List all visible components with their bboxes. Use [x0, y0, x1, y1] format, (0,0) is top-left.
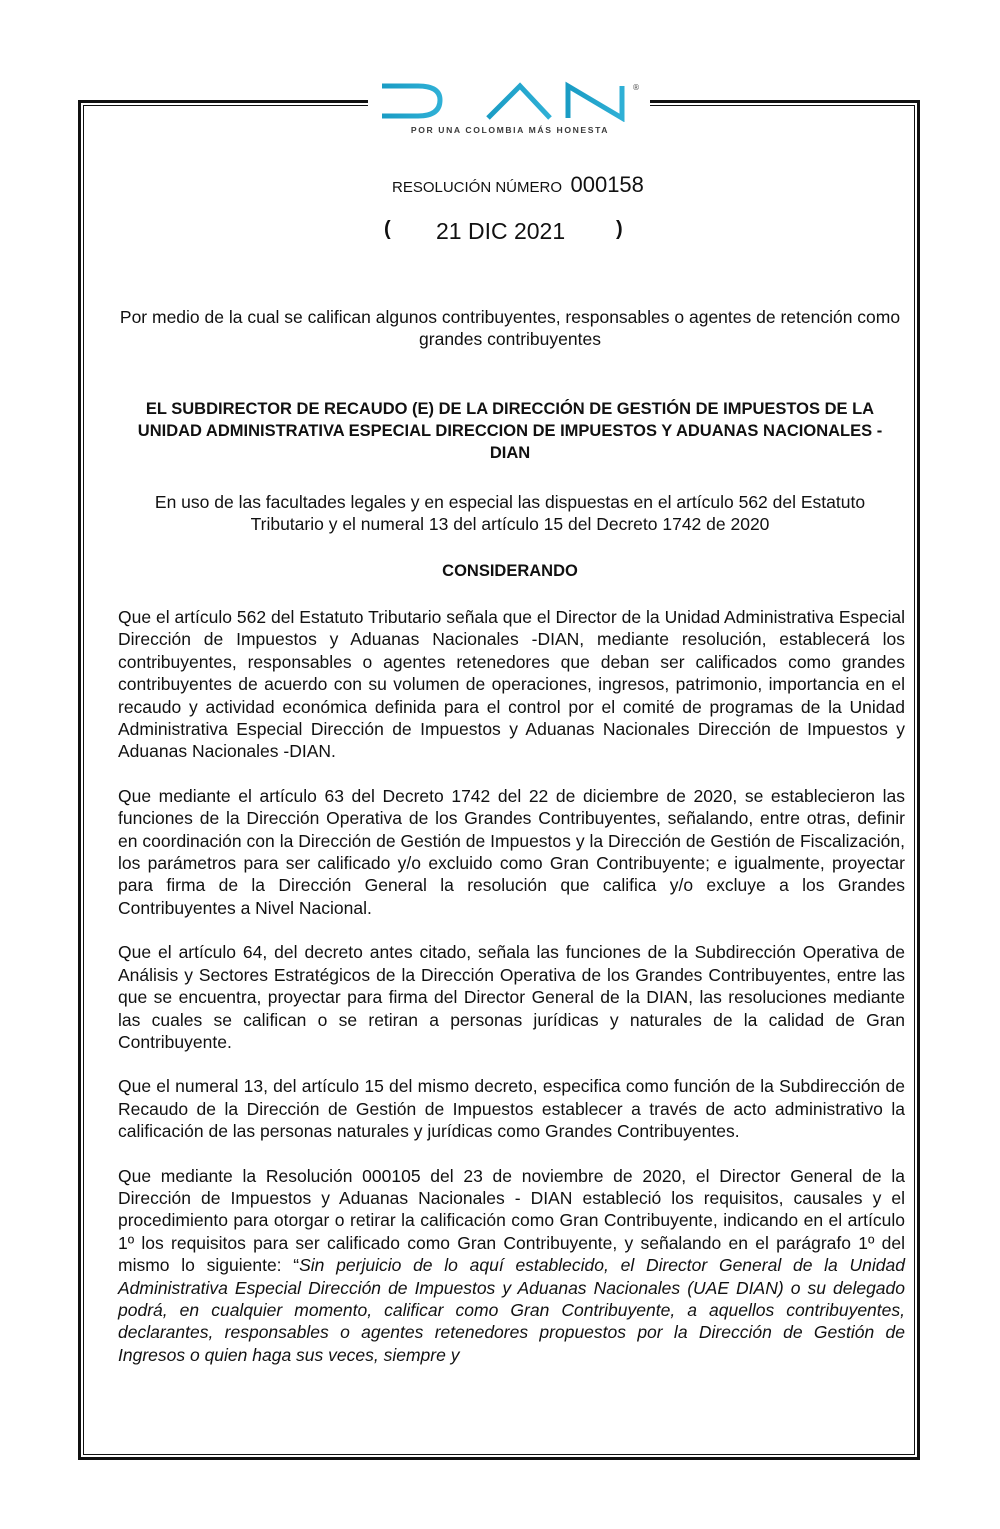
resolution-date: 21 DIC 2021 — [436, 218, 566, 244]
resolution-number-line — [392, 172, 644, 198]
logo-tagline: POR UNA COLOMBIA MÁS HONESTA — [410, 125, 610, 135]
paragraph: Que el artículo 562 del Estatuto Tributario señala que el Director de la Unidad Administrativa Especial Dirección de Impuestos y Aduanas Nacionales -DIAN, mediante resolución, establecerá los contribuyentes, responsables o agentes retenedores que deban ser calificados como grandes contribuyentes de acuerdo con su volumen de operaciones, ingresos, patrimonio, importancia en el recaudo y actividad económica definida para el control por el comité de programas de la Unidad Administrativa Especial Dirección de Impuestos y Aduanas Nacionales Dirección de Impuestos y Aduanas Nacionales -DIAN. — [118, 607, 905, 762]
paragraph-text: Que mediante la Resolución 000105 del 23 de noviembre de 2020, el Director General de la Dirección de Impuestos y Aduanas Nacionales - DIAN estableció los requisitos, causales y el procedimiento para otorgar o retirar la calificación como Gran Contribuyente, indicando en el artículo 1º los requisitos para ser calificado como Gran Contribuyente, y señalando en el parágrafo 1º del mismo lo siguiente: “ — [118, 1165, 905, 1276]
paragraph: Que el numeral 13, del artículo 15 del mismo decreto, especifica como función de la Subdirección de Recaudo de la Dirección de Gestión de Impuestos establecer a través de acto administrativo la calificación de las personas naturales y jurídicas como Grandes Contribuyentes. — [118, 1076, 905, 1142]
resolution-number: 000158 — [570, 172, 644, 197]
date-close-paren: ) — [616, 218, 623, 240]
paragraph-resolution-000105 — [118, 1165, 905, 1367]
document-body — [118, 606, 905, 1388]
quoted-italic-text: Sin perjuicio de lo aquí establecido, el Director General de la Unidad Administrativa Especial Dirección de Impuestos y Aduanas Nacionales (UAE DIAN) o su delegado podrá, en cualquier momento, calificar como Gran Contribuyente, a aquellos contribuyentes, declarantes, responsables o agentes retenedores propuestos por la Dirección de Gestión de Ingresos o quien haga sus veces, siempre y — [118, 1255, 905, 1365]
resolution-date-line — [384, 218, 624, 250]
resolution-label: RESOLUCIÓN NÚMERO — [392, 179, 563, 196]
paragraph: Que mediante el artículo 63 del Decreto 1742 del 22 de diciembre de 2020, se establecieron las funciones de la Dirección Operativa de los Grandes Contribuyentes, señalando, entre otras, definir en coordinación con la Dirección de Gestión de Impuestos y la Dirección de Gestión de Fiscalización, los parámetros para ser calificado y/o excluido como Gran Contribuyente; e igualmente, proyectar para firma de la Dirección General la resolución que califica y/o excluye a los Grandes Contribuyentes a Nivel Nacional. — [118, 785, 905, 918]
date-open-paren: ( — [384, 218, 391, 240]
resolution-subject: Por medio de la cual se califican algunos contribuyentes, responsables o agentes de retención como grandes contribuyentes — [119, 307, 901, 349]
paragraph: Que el artículo 64, del decreto antes citado, señala las funciones de la Subdirección Operativa de Análisis y Sectores Estratégicos de la Dirección Operativa de los Grandes Contribuyentes, entre las que se encuentra, proyectar para firma del Director General de la DIAN, las resoluciones mediante las cuales se califican o se retiran a personas jurídicas y naturales de la calidad de Gran Contribuyente. — [118, 942, 905, 1052]
issuing-authority: EL SUBDIRECTOR DE RECAUDO (E) DE LA DIRECCIÓN DE GESTIÓN DE IMPUESTOS DE LA UNIDAD ADMINISTRATIVA ESPECIAL DIRECCION DE IMPUESTOS Y ADUANAS NACIONALES - DIAN — [137, 400, 883, 462]
svg-text:®: ® — [632, 83, 640, 92]
legal-faculties: En uso de las facultades legales y en especial las dispuestas en el artículo 562 del Estatuto Tributario y el numeral 13 del artículo 15 del Decreto 1742 de 2020 — [154, 492, 866, 534]
considering-heading: CONSIDERANDO — [442, 562, 578, 580]
